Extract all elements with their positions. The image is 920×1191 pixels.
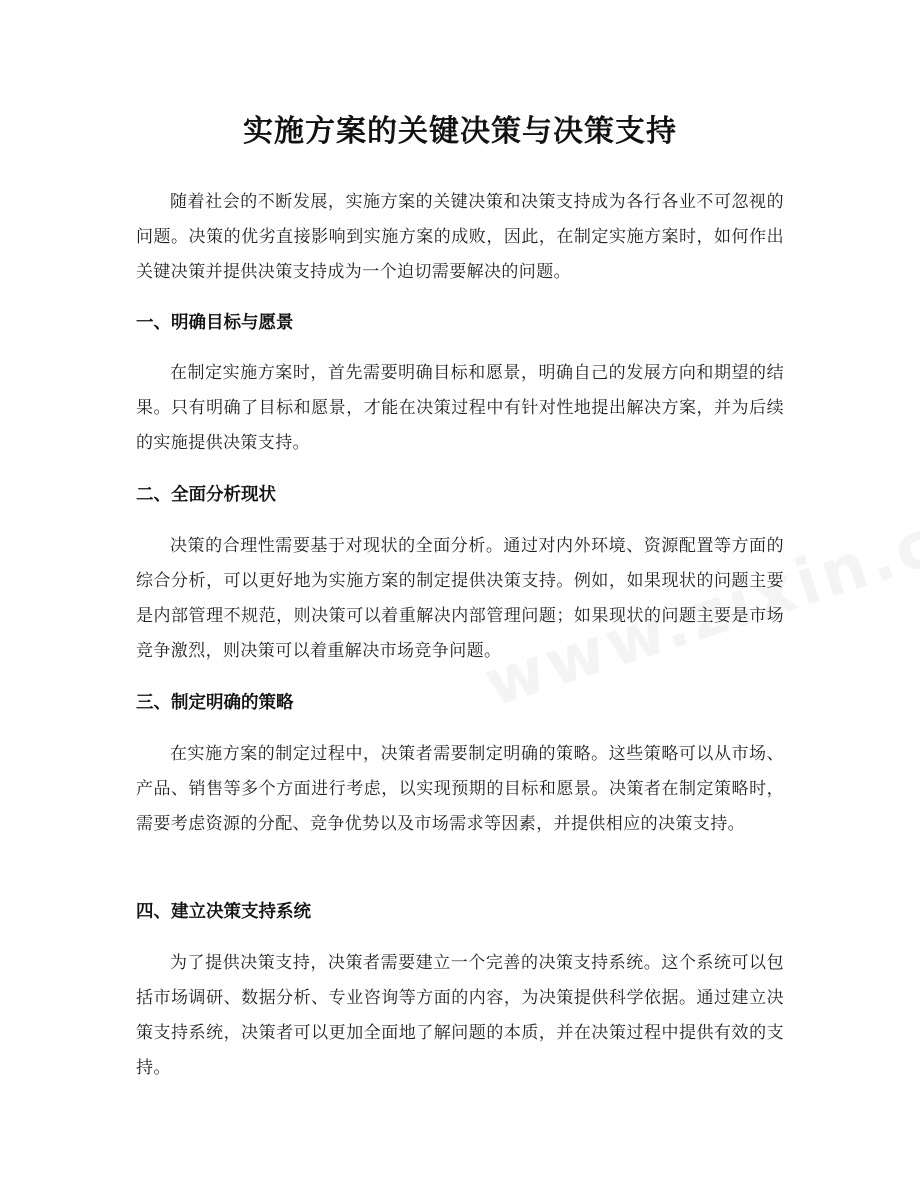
section-heading-4: 四、建立决策支持系统 xyxy=(136,902,311,922)
section-heading-2: 二、全面分析现状 xyxy=(136,485,276,505)
section-heading-3: 三、制定明确的策略 xyxy=(136,693,294,713)
section-heading-1: 一、明确目标与愿景 xyxy=(136,313,294,333)
section-body-2: 决策的合理性需要基于对现状的全面分析。通过对内外环境、资源配置等方面的综合分析，可以更好地为实施方案的制定提供决策支持。例如，如果现状的问题主要是内部管理不规范，则决策可以着重解决内部管理问题；如果现状的问题主要是市场竞争激烈，则决策可以着重解决市场竞争问题。 xyxy=(136,536,784,661)
section-body-4: 为了提供决策支持，决策者需要建立一个完善的决策支持系统。这个系统可以包括市场调研、数据分析、专业咨询等方面的内容，为决策提供科学依据。通过建立决策支持系统，决策者可以更加全面地了解问题的本质，并在决策过程中提供有效的支持。 xyxy=(136,953,784,1078)
section-body-3: 在实施方案的制定过程中，决策者需要制定明确的策略。这些策略可以从市场、产品、销售等多个方面进行考虑，以实现预期的目标和愿景。决策者在制定策略时，需要考虑资源的分配、竞争优势以及市场需求等因素，并提供相应的决策支持。 xyxy=(136,744,784,834)
section-body-1: 在制定实施方案时，首先需要明确目标和愿景，明确自己的发展方向和期望的结果。只有明确了目标和愿景，才能在决策过程中有针对性地提出解决方案，并为后续的实施提供决策支持。 xyxy=(136,363,784,453)
page-title: 实施方案的关键决策与决策支持 xyxy=(243,114,677,149)
intro-paragraph: 随着社会的不断发展，实施方案的关键决策和决策支持成为各行各业不可忽视的问题。决策的优劣直接影响到实施方案的成败，因此，在制定实施方案时，如何作出关键决策并提供决策支持成为一个迫切需要解决的问题。 xyxy=(136,192,784,282)
